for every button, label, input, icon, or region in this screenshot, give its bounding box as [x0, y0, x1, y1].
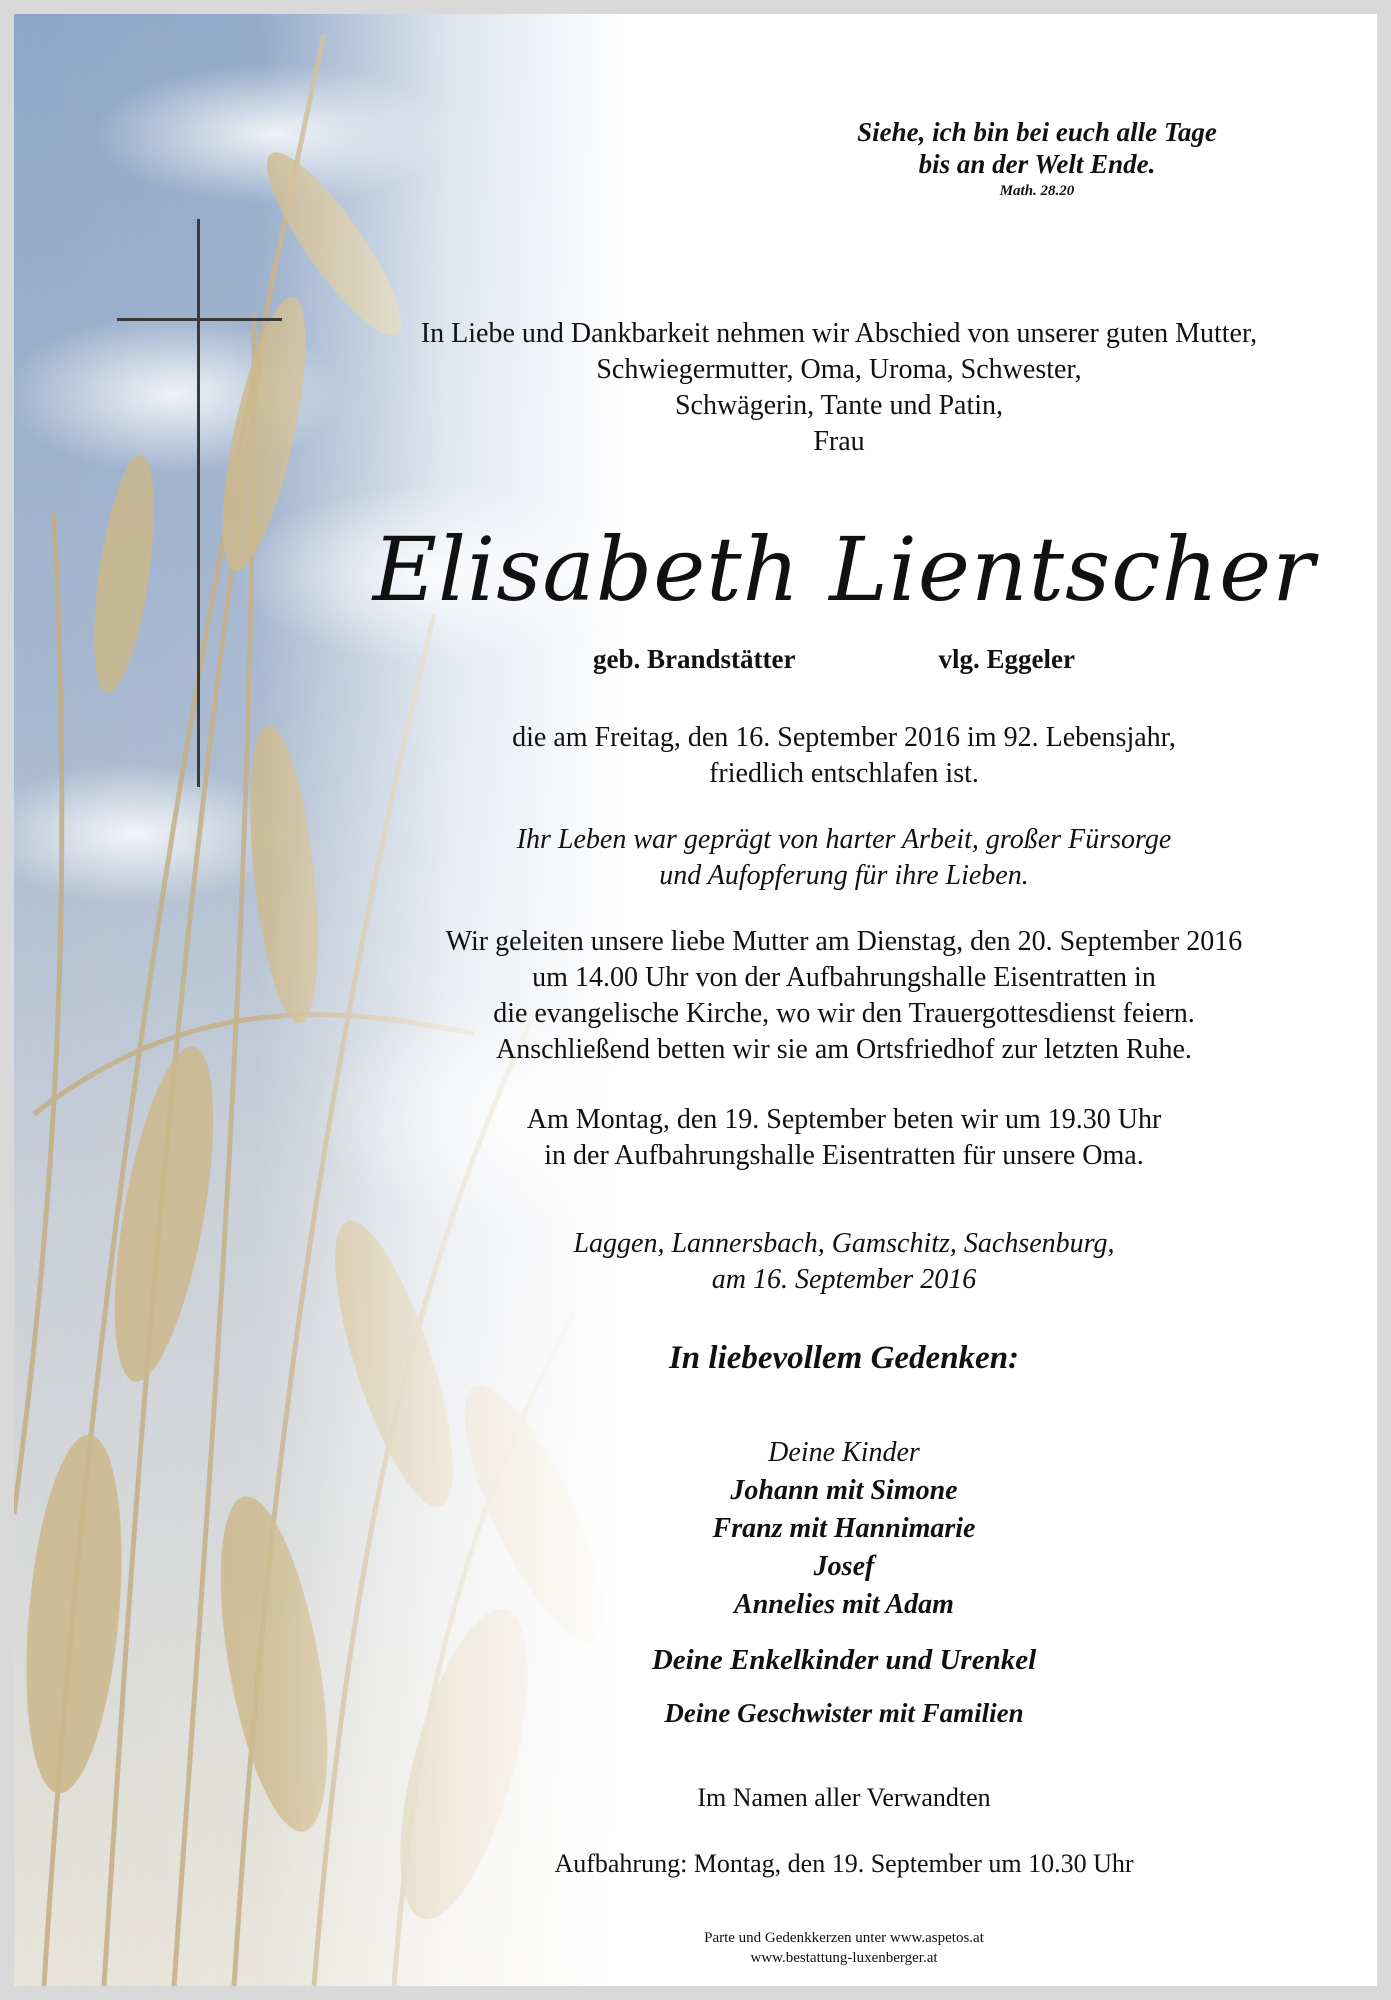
- quote-line: Siehe, ich bin bei euch alle Tage: [857, 117, 1217, 147]
- gedenken-heading: In liebevollem Gedenken:: [668, 1340, 1020, 1376]
- prayer-line: Am Montag, den 19. September beten wir um 19.30 Uhr: [526, 1104, 1162, 1135]
- child-entry: Annelies mit Adam: [734, 1589, 954, 1620]
- footer-line: Parte und Gedenkkerzen unter www.aspetos.at: [704, 1930, 984, 1946]
- quote-line: bis an der Welt Ende.: [918, 149, 1156, 179]
- funeral-details: [314, 924, 1374, 1068]
- intro-line: Schwägerin, Tante und Patin,: [674, 390, 1003, 421]
- bible-quote: [727, 116, 1227, 202]
- vulgo-name: vlg. Eggeler: [938, 644, 1075, 674]
- grandchildren: Deine Enkelkinder und Urenkel: [651, 1644, 1037, 1676]
- relatives-note: Im Namen aller Verwandten: [697, 1783, 991, 1812]
- child-entry: Franz mit Hannimarie: [712, 1513, 976, 1544]
- death-line: die am Freitag, den 16. September 2016 im 92. Lebensjahr,: [512, 722, 1176, 753]
- tribute-text: [314, 822, 1374, 894]
- obituary-card: [14, 14, 1377, 1986]
- funeral-line: Anschließend betten wir sie am Ortsfriedhof zur letzten Ruhe.: [496, 1034, 1192, 1065]
- intro-text: [304, 316, 1374, 460]
- child-entry: Josef: [813, 1551, 875, 1582]
- child-entry: Johann mit Simone: [730, 1475, 958, 1506]
- viewing-note: Aufbahrung: Montag, den 19. September um 10.30 Uhr: [554, 1849, 1134, 1878]
- funeral-line: um 14.00 Uhr von der Aufbahrungshalle Eisentratten in: [532, 962, 1156, 993]
- tribute-line: und Aufopferung für ihre Lieben.: [659, 860, 1029, 891]
- death-line: friedlich entschlafen ist.: [709, 758, 979, 789]
- place-line: Laggen, Lannersbach, Gamschitz, Sachsenburg,: [573, 1228, 1115, 1259]
- intro-line: In Liebe und Dankbarkeit nehmen wir Abschied von unserer guten Mutter,: [420, 318, 1258, 349]
- date-line: am 16. September 2016: [711, 1264, 977, 1295]
- birth-name: geb. Brandstätter: [593, 644, 796, 674]
- footer: [314, 1928, 1374, 1968]
- prayer-details: [314, 1102, 1374, 1174]
- tribute-line: Ihr Leben war geprägt von harter Arbeit, großer Fürsorge: [516, 824, 1172, 855]
- obituary-text: [14, 14, 1377, 1986]
- death-notice: [314, 720, 1374, 792]
- place-date: [314, 1226, 1374, 1298]
- mourners-list: [314, 1434, 1374, 1624]
- children-label: Deine Kinder: [768, 1437, 920, 1468]
- footer-website: www.bestattung-luxenberger.at: [750, 1950, 938, 1966]
- funeral-line: die evangelische Kirche, wo wir den Trauergottesdienst feiern.: [493, 998, 1195, 1029]
- funeral-line: Wir geleiten unsere liebe Mutter am Dienstag, den 20. September 2016: [445, 926, 1243, 957]
- intro-line: Frau: [813, 426, 865, 457]
- prayer-line: in der Aufbahrungshalle Eisentratten für unsere Oma.: [544, 1140, 1144, 1171]
- quote-reference: Math. 28.20: [999, 183, 1075, 199]
- intro-line: Schwiegermutter, Oma, Uroma, Schwester,: [596, 354, 1082, 385]
- deceased-details: [414, 644, 1254, 675]
- siblings: Deine Geschwister mit Familien: [664, 1698, 1024, 1728]
- deceased-name: Elisabeth Lientscher: [372, 518, 1316, 621]
